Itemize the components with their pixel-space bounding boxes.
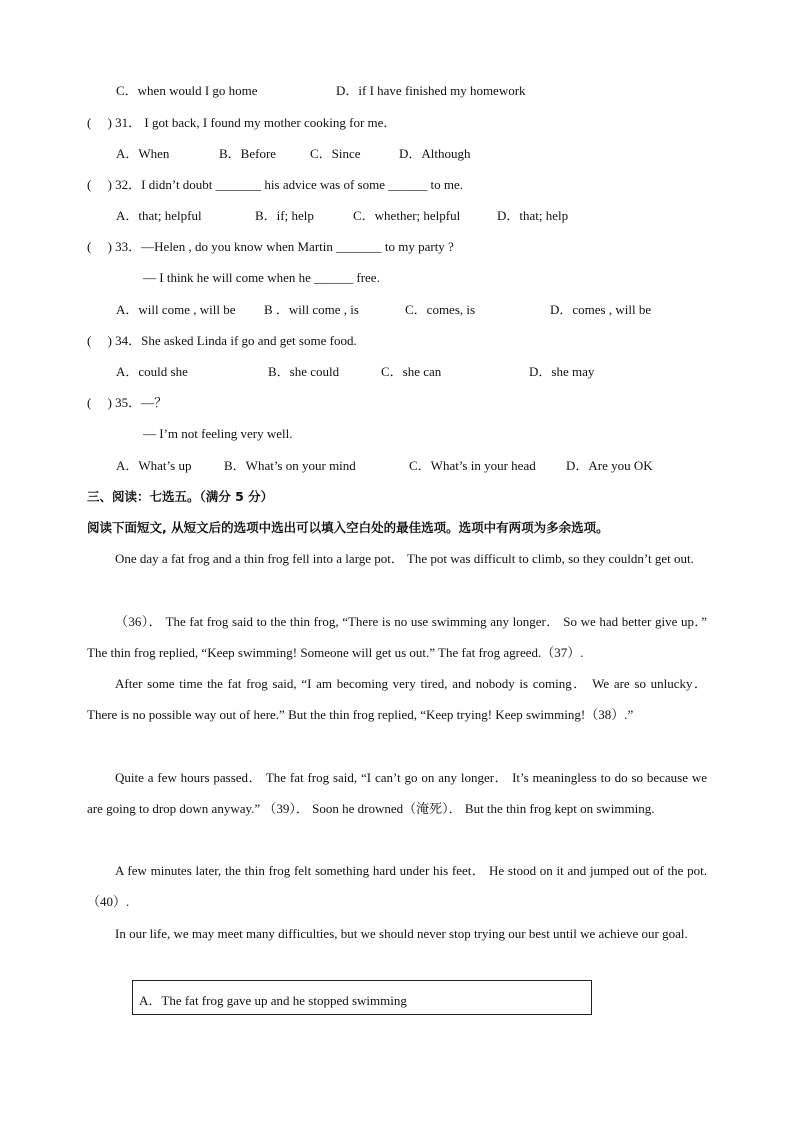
q35-stem: ( ) 35．—？ [87,395,168,410]
section-heading: 三、阅读：七选五。（满分 5 分） [87,489,274,504]
options-box [132,980,592,1015]
q34-option-b: B．she could [268,364,340,379]
q35-option-a: A．What’s up [116,458,192,473]
passage-paragraph-5: A few minutes later, the thin frog felt something hard under his feet． He stood on it and jumped out of the pot.（40）. [87,863,707,909]
passage-paragraph-4: Quite a few hours passed． The fat frog said, “I can’t go on any longer． It’s meaningless to do so because we are going to drop down anyway.” （39）． Soon he drowned（淹死）． But the thin frog kept on swimming. [87,770,707,816]
q33-option-b: B ．will come , is [264,302,359,317]
q32-stem: ( ) 32．I didn’t doubt _______ his advice was of some ______ to me. [87,177,463,192]
q35-reply: — I’m not feeling very well. [143,426,293,441]
q33-stem: ( ) 33．—Helen , do you know when Martin _______ to my party ? [87,239,454,254]
q32-option-b: B．if; help [255,208,314,223]
q31-stem: ( ) 31． I got back, I found my mother cooking for me． [87,115,397,130]
q33-option-a: A．will come , will be [116,302,236,317]
q35-option-c: C．What’s in your head [409,458,536,473]
option-a: A．The fat frog gave up and he stopped swimming [139,993,407,1008]
q31-option-c: C．Since [310,146,361,161]
q33-reply: — I think he will come when he ______ free. [143,270,380,285]
passage-paragraph-3: After some time the fat frog said, “I am becoming very tired, and nobody is coming． We are so unlucky． There is no possible way out of here.” But the thin frog replied, “Keep trying! Keep swimming!（38）.” [87,676,707,722]
q30-option-c: C．when would I go home [116,83,258,98]
passage-paragraph-6: In our life, we may meet many difficulties, but we should never stop trying our best until we achieve our goal. [115,926,688,941]
q30-option-d: D．if I have finished my homework [336,83,526,98]
passage-paragraph-1: One day a fat frog and a thin frog fell into a large pot． The pot was difficult to climb, so they couldn’t get out. [115,551,694,566]
q34-option-a: A．could she [116,364,188,379]
q31-option-d: D．Although [399,146,471,161]
q32-option-c: C．whether; helpful [353,208,461,223]
q35-option-d: D．Are you OK [566,458,653,473]
q32-option-a: A．that; helpful [116,208,202,223]
q34-option-c: C．she can [381,364,442,379]
q35-option-b: B．What’s on your mind [224,458,356,473]
q31-option-b: B．Before [219,146,277,161]
q34-stem: ( ) 34．She asked Linda if go and get some food. [87,333,357,348]
q32-option-d: D．that; help [497,208,569,223]
q33-option-c: C．comes, is [405,302,476,317]
section-instruction: 阅读下面短文, 从短文后的选项中选出可以填入空白处的最佳选项。选项中有两项为多余选项。 [87,520,609,535]
q31-option-a: A．When [116,146,170,161]
q34-option-d: D．she may [529,364,595,379]
passage-paragraph-2: （36）． The fat frog said to the thin frog, “There is no use swimming any longer． So we had better give up．” The thin frog replied, “Keep swimming! Someone will get us out.” The fat frog agreed.（37）. [87,614,707,660]
q33-option-d: D．comes , will be [550,302,652,317]
